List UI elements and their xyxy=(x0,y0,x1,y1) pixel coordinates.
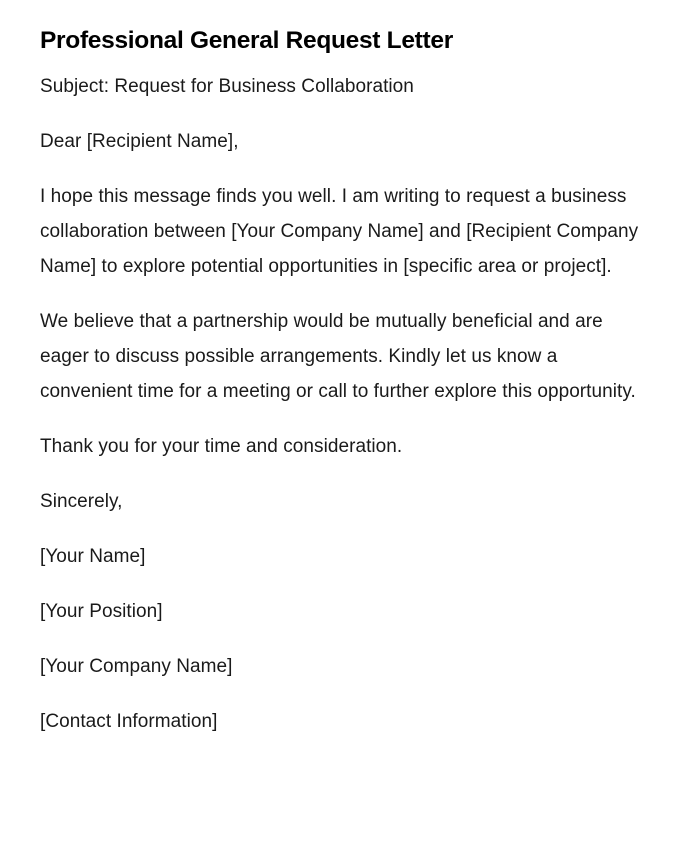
signature-name: [Your Name] xyxy=(40,546,146,567)
letter-paragraph-proposal: We believe that a partnership would be mutually beneficial and are eager to discuss possible arrangements. Kindly let us know a convenient time for a meeting or call to further explore this opportunity. xyxy=(40,311,636,402)
signature-company: [Your Company Name] xyxy=(40,656,233,677)
letter-paragraph-thanks: Thank you for your time and consideration. xyxy=(40,436,403,457)
letter-paragraph-intro: I hope this message finds you well. I am writing to request a business collaboration between [Your Company Name] and [Recipient Company Name] to explore potential opportunities in [specific area or project]. xyxy=(40,186,639,277)
signature-position: [Your Position] xyxy=(40,601,163,622)
signature-contact: [Contact Information] xyxy=(40,711,218,732)
letter-salutation: Dear [Recipient Name], xyxy=(40,131,239,152)
letter-subject: Subject: Request for Business Collaboration xyxy=(40,76,414,97)
letter-closing: Sincerely, xyxy=(40,491,123,512)
page-title: Professional General Request Letter xyxy=(40,27,453,54)
